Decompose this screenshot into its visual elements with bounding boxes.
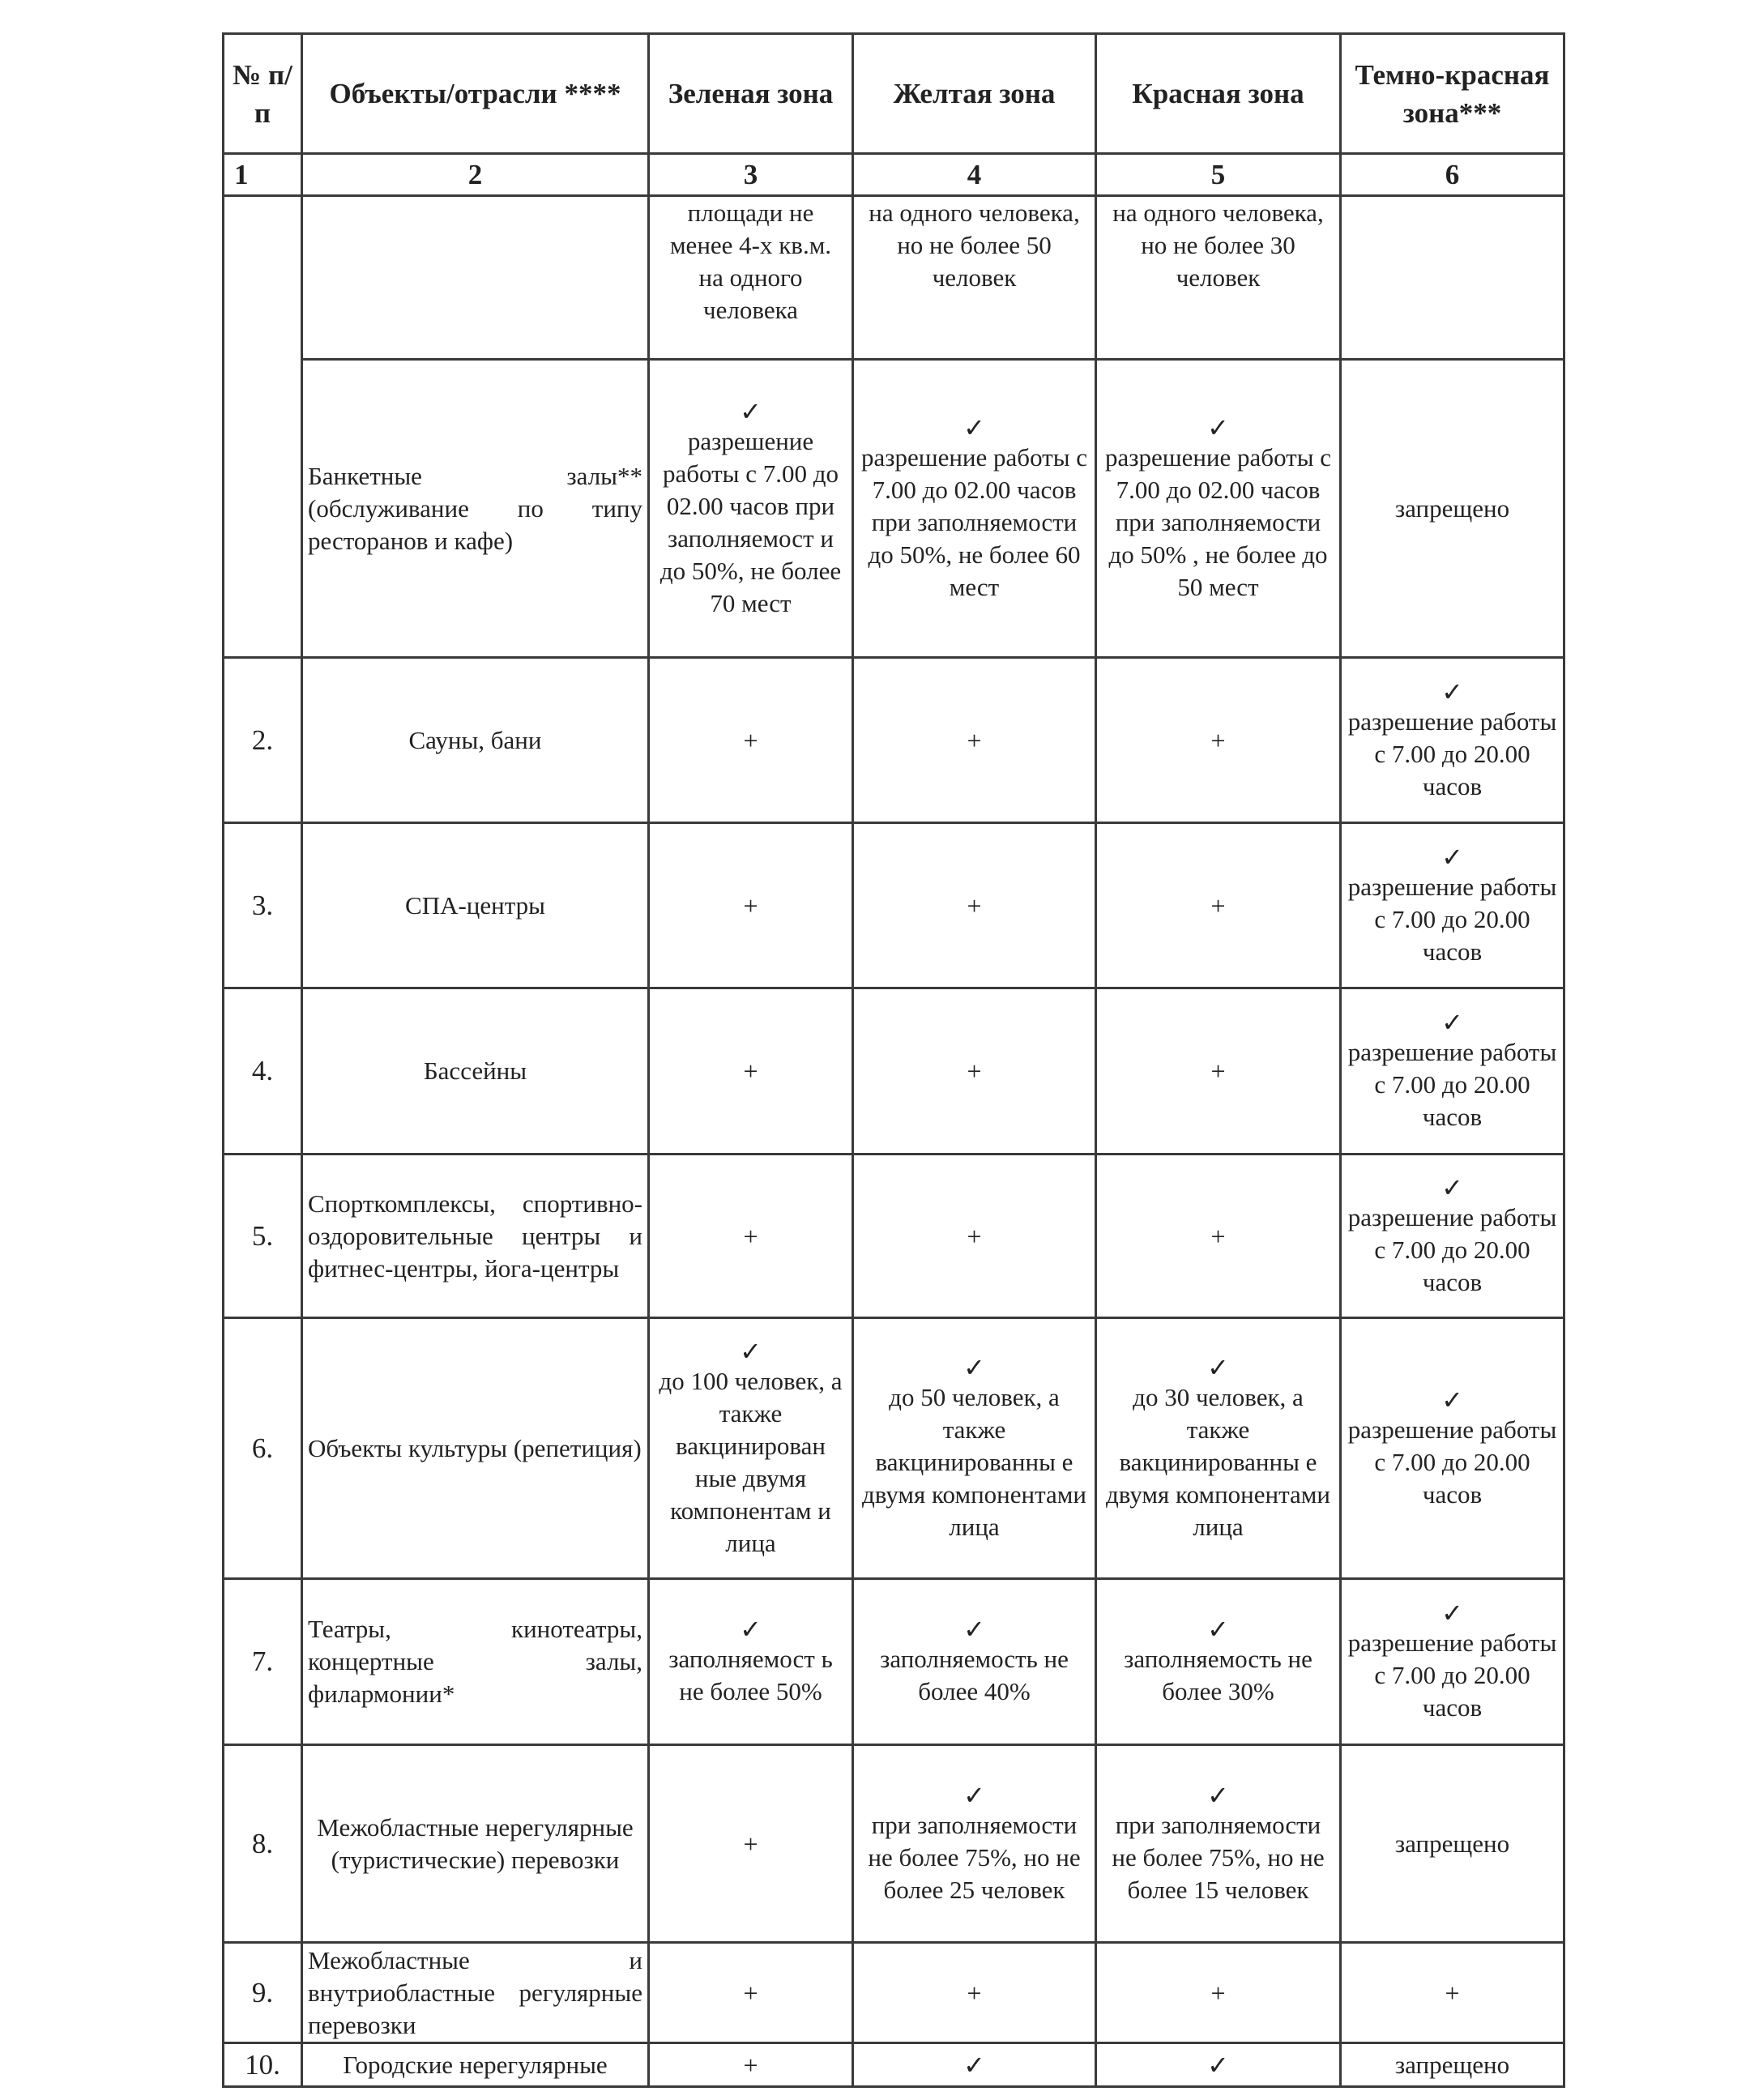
column-number: 1 — [224, 154, 302, 196]
yellow-cell: на одного человека, но не более 50 человек — [853, 196, 1096, 360]
column-number: 6 — [1341, 154, 1564, 196]
yellow-cell: + — [853, 658, 1096, 823]
yellow-cell — [853, 2043, 1096, 2087]
row-object: Городские нерегулярные — [302, 2043, 649, 2087]
header-yellow-zone: Желтая зона — [853, 34, 1096, 154]
table-row — [224, 1579, 1564, 1745]
check-icon: ✓ — [1207, 2050, 1229, 2080]
yellow-cell: + — [853, 823, 1096, 988]
darkred-cell: ✓ разрешение работы с 7.00 до 20.00 часов — [1341, 658, 1564, 823]
table-row — [224, 1745, 1564, 1943]
check-icon: ✓ — [963, 412, 985, 442]
yellow-cell: + — [853, 988, 1096, 1155]
column-numbers-row — [224, 154, 1564, 196]
row-object: Спорткомплексы, спортивно-оздоровительные центры и фитнес-центры, йога-центры — [302, 1155, 649, 1318]
red-cell: на одного человека, но не более 30 человек — [1096, 196, 1341, 360]
green-cell: + — [649, 1155, 853, 1318]
darkred-cell: запрещено — [1341, 360, 1564, 658]
red-cell: + — [1096, 658, 1341, 823]
row-object: Театры, кинотеатры, концертные залы, филармонии* — [302, 1579, 649, 1745]
header-darkred-zone: Темно-красная зона*** — [1341, 34, 1564, 154]
table-row — [224, 1318, 1564, 1579]
check-icon: ✓ — [963, 1780, 985, 1810]
green-cell: + — [649, 658, 853, 823]
green-cell: + — [649, 988, 853, 1155]
row-number: 3. — [224, 823, 302, 988]
row-object: Объекты культуры (репетиция) — [302, 1318, 649, 1579]
darkred-cell: ✓ разрешение работы с 7.00 до 20.00 часов — [1341, 1579, 1564, 1745]
row-object: Сауны, бани — [302, 658, 649, 823]
red-cell: ✓ при заполняемости не более 75%, но не более 15 человек — [1096, 1745, 1341, 1943]
red-cell — [1096, 2043, 1341, 2087]
green-cell: + — [649, 823, 853, 988]
yellow-cell: ✓ заполняемость не более 40% — [853, 1579, 1096, 1745]
darkred-cell: ✓ разрешение работы с 7.00 до 20.00 часов — [1341, 1155, 1564, 1318]
darkred-cell: запрещено — [1341, 1745, 1564, 1943]
check-icon: ✓ — [963, 1615, 985, 1644]
red-cell: + — [1096, 1943, 1341, 2043]
green-cell: площади не менее 4-х кв.м. на одного человека — [649, 196, 853, 360]
red-cell: ✓ заполняемость не более 30% — [1096, 1579, 1341, 1745]
check-icon: ✓ — [740, 396, 762, 426]
column-number: 5 — [1096, 154, 1341, 196]
check-icon: ✓ — [1441, 1598, 1463, 1628]
row-number: 4. — [224, 988, 302, 1155]
check-icon: ✓ — [1207, 1615, 1229, 1644]
header-green-zone: Зеленая зона — [649, 34, 853, 154]
darkred-cell: ✓ разрешение работы с 7.00 до 20.00 часов — [1341, 988, 1564, 1155]
header-red-zone: Красная зона — [1096, 34, 1341, 154]
zones-table — [222, 32, 1565, 2088]
row-number: 6. — [224, 1318, 302, 1579]
table-row — [224, 196, 1564, 360]
row-number: 8. — [224, 1745, 302, 1943]
column-number: 4 — [853, 154, 1096, 196]
check-icon: ✓ — [1207, 1780, 1229, 1810]
check-icon: ✓ — [963, 1352, 985, 1382]
check-icon: ✓ — [1441, 842, 1463, 872]
row-object: СПА-центры — [302, 823, 649, 988]
green-cell: + — [649, 1745, 853, 1943]
yellow-cell: + — [853, 1943, 1096, 2043]
header-objects: Объекты/отрасли **** — [302, 34, 649, 154]
red-cell: + — [1096, 988, 1341, 1155]
row-number: 9. — [224, 1943, 302, 2043]
red-cell: + — [1096, 823, 1341, 988]
check-icon: ✓ — [740, 1615, 762, 1644]
row-number: 5. — [224, 1155, 302, 1318]
red-cell: ✓ разрешение работы с 7.00 до 02.00 часов при заполняемости до 50% , не более до 50 мест — [1096, 360, 1341, 658]
column-number: 3 — [649, 154, 853, 196]
green-cell: ✓ заполняемост ь не более 50% — [649, 1579, 853, 1745]
darkred-cell: ✓ разрешение работы с 7.00 до 20.00 часов — [1341, 823, 1564, 988]
table-row — [224, 658, 1564, 823]
row-number: 7. — [224, 1579, 302, 1745]
green-cell: + — [649, 1943, 853, 2043]
row-number: 10. — [224, 2043, 302, 2087]
row-object: Банкетные залы** (обслуживание по типу ресторанов и кафе) — [302, 360, 649, 658]
yellow-cell: ✓ при заполняемости не более 75%, но не более 25 человек — [853, 1745, 1096, 1943]
green-cell: ✓ до 100 человек, а также вакцинирован ные двумя компонентам и лица — [649, 1318, 853, 1579]
check-icon: ✓ — [1207, 412, 1229, 442]
green-cell: ✓ разрешение работы с 7.00 до 02.00 часов при заполняемост и до 50%, не более 70 мест — [649, 360, 853, 658]
row-object: Межобластные нерегулярные (туристические) перевозки — [302, 1745, 649, 1943]
darkred-cell: запрещено — [1341, 2043, 1564, 2087]
yellow-cell: + — [853, 1155, 1096, 1318]
green-cell: + — [649, 2043, 853, 2087]
red-cell: + — [1096, 1155, 1341, 1318]
check-icon: ✓ — [963, 2050, 985, 2080]
yellow-cell: ✓ разрешение работы с 7.00 до 02.00 часов при заполняемости до 50%, не более 60 мест — [853, 360, 1096, 658]
header-row — [224, 34, 1564, 154]
check-icon: ✓ — [1441, 1008, 1463, 1037]
darkred-cell: + — [1341, 1943, 1564, 2043]
red-cell: ✓ до 30 человек, а также вакцинированны е двумя компонентами лица — [1096, 1318, 1341, 1579]
header-num: № п/п — [224, 34, 302, 154]
row-number: 2. — [224, 658, 302, 823]
table-row — [224, 1943, 1564, 2043]
row-object: Межобластные и внутриобластные регулярные перевозки — [302, 1943, 649, 2043]
table-row — [224, 988, 1564, 1155]
table-row — [224, 2043, 1564, 2087]
darkred-cell — [1341, 196, 1564, 360]
row-object: Бассейны — [302, 988, 649, 1155]
table-row — [224, 823, 1564, 988]
check-icon: ✓ — [1207, 1352, 1229, 1382]
row-number — [224, 196, 302, 658]
check-icon: ✓ — [740, 1336, 762, 1366]
table-row — [224, 360, 1564, 658]
darkred-cell: ✓ разрешение работы с 7.00 до 20.00 часов — [1341, 1318, 1564, 1579]
table-row — [224, 1155, 1564, 1318]
check-icon: ✓ — [1441, 677, 1463, 706]
row-object — [302, 196, 649, 360]
column-number: 2 — [302, 154, 649, 196]
check-icon: ✓ — [1441, 1172, 1463, 1202]
check-icon: ✓ — [1441, 1385, 1463, 1415]
yellow-cell: ✓ до 50 человек, а также вакцинированны е двумя компонентами лица — [853, 1318, 1096, 1579]
